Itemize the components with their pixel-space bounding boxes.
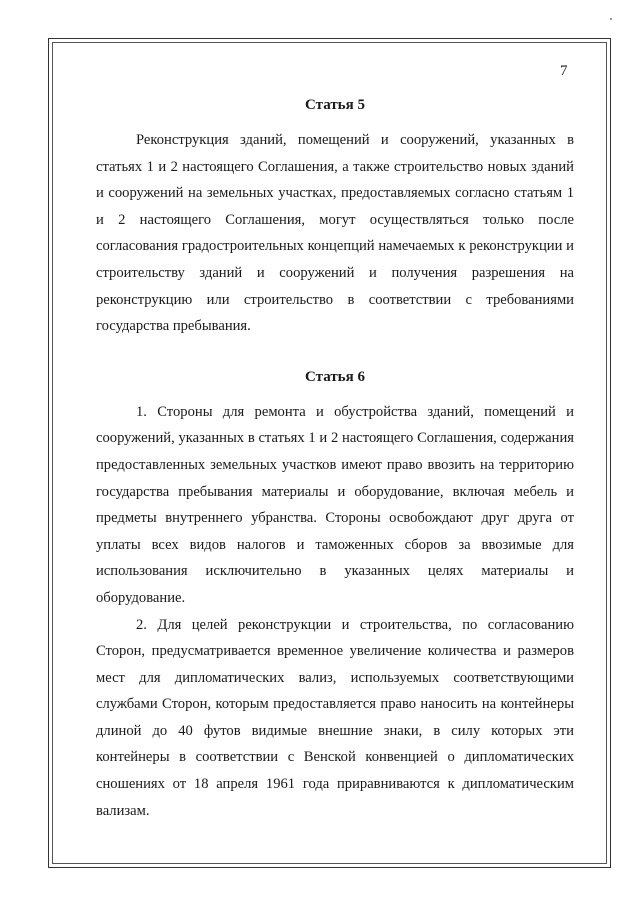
article-6-paragraph-1: 1. Стороны для ремонта и обустройства зданий, помещений и сооружений, указанных в статьях 1 и 2 настоящего Соглашения, содержания предоставленных земельных участков имеют право ввозить на территорию государства пребывания материалы и оборудование, включая мебель и предметы внутреннего убранства. Стороны освобождают друг друга от уплаты всех видов налогов и таможенных сборов за ввозимые для использования исключительно в указанных целях материалы и оборудование. [96,403,574,606]
document-body [96,92,574,824]
article-5 [96,92,574,340]
article-6 [96,364,574,825]
article-6-title: Статья 6 [305,368,365,385]
article-5-text: Реконструкция зданий, помещений и сооружений, указанных в статьях 1 и 2 настоящего Соглашения, а также строительство новых зданий и сооружений на земельных участках, предоставляемых согласно статьям 1 и 2 настоящего Соглашения, могут осуществляться только после согласования градостроительных концепций намечаемых к реконструкции и строительству зданий и сооружений и получения разрешения на реконструкцию или строительство в соответствии с требованиями государства пребывания. [96,132,574,335]
scan-speck [610,18,612,20]
article-6-paragraph-2: 2. Для целей реконструкции и строительства, по согласованию Сторон, предусматривается временное увеличение количества и размеров мест для дипломатических вализ, используемых соответствующими службами Сторон, которым предоставляется право наносить на контейнеры длиной до 40 футов видимые внешние знаки, в силу которых эти контейнеры в соответствии с Венской конвенцией о дипломатических сношениях от 18 апреля 1961 года приравниваются к дипломатическим вализам. [96,616,574,819]
page-number: 7 [560,63,568,79]
article-5-title: Статья 5 [305,97,365,113]
